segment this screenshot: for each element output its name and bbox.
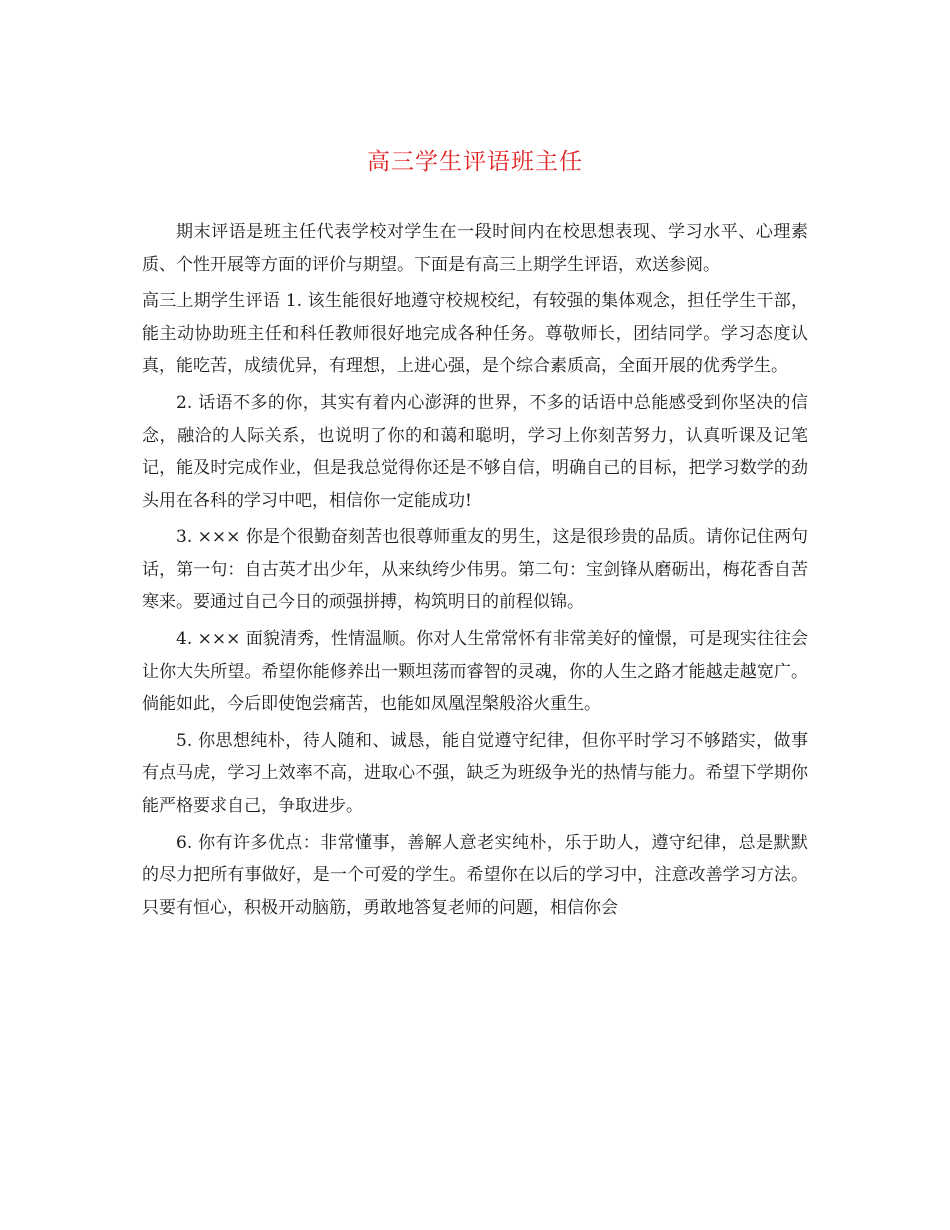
section-paragraph-1	[142, 285, 808, 383]
intro-paragraph: 期末评语是班主任代表学校对学生在一段时间内在校思想表现、学习水平、心理素质、个性开展等方面的评价与期望。下面是有高三上期学生评语，欢送参阅。	[142, 222, 808, 275]
comment-4: 4. ××× 面貌清秀，性情温顺。你对人生常常怀有非常美好的憧憬，可是现实往往会让你大失所望。希望你能修养出一颗坦荡而睿智的灵魂，你的人生之路才能越走越宽广。倘能如此，今后即使饱尝痛苦，也能如凤凰涅槃般浴火重生。	[142, 629, 808, 715]
section-heading: 高三上期学生评语	[142, 291, 281, 312]
document-body	[142, 216, 808, 929]
comment-3: 3. ××× 你是个很勤奋刻苦也很尊师重友的男生，这是很珍贵的品质。请你记住两句话，第一句：自古英才出少年，从来纨绔少伟男。第二句：宝剑锋从磨砺出，梅花香自苦寒来。要通过自己今日的顽强拼搏，构筑明日的前程似锦。	[142, 527, 808, 613]
comment-5: 5. 你思想纯朴，待人随和、诚恳，能自觉遵守纪律，但你平时学习不够踏实，做事有点马虎，学习上效率不高，进取心不强，缺乏为班级争光的热情与能力。希望下学期你能严格要求自己，争取进步。	[142, 730, 808, 816]
comment-2: 2. 话语不多的你，其实有着内心澎湃的世界，不多的话语中总能感受到你坚决的信念，融洽的人际关系，也说明了你的和蔼和聪明，学习上你刻苦努力，认真听课及记笔记，能及时完成作业，但是我总觉得你还是不够自信，明确自己的目标，把学习数学的劲头用在各科的学习中吧，相信你一定能成功!	[142, 393, 808, 511]
comment-1: 1. 该生能很好地遵守校规校纪，有较强的集体观念，担任学生干部，能主动协助班主任和科任教师很好地完成各种任务。尊敬师长，团结同学。学习态度认真，能吃苦，成绩优异，有理想，上进心强，是个综合素质高，全面开展的优秀学生。	[142, 291, 809, 377]
comment-6: 6. 你有许多优点：非常懂事，善解人意老实纯朴，乐于助人，遵守纪律，总是默默的尽力把所有事做好，是一个可爱的学生。希望你在以后的学习中，注意改善学习方法。只要有恒心，积极开动脑筋，勇敢地答复老师的问题，相信你会	[142, 832, 808, 918]
document-title: 高三学生评语班主任	[367, 149, 583, 175]
